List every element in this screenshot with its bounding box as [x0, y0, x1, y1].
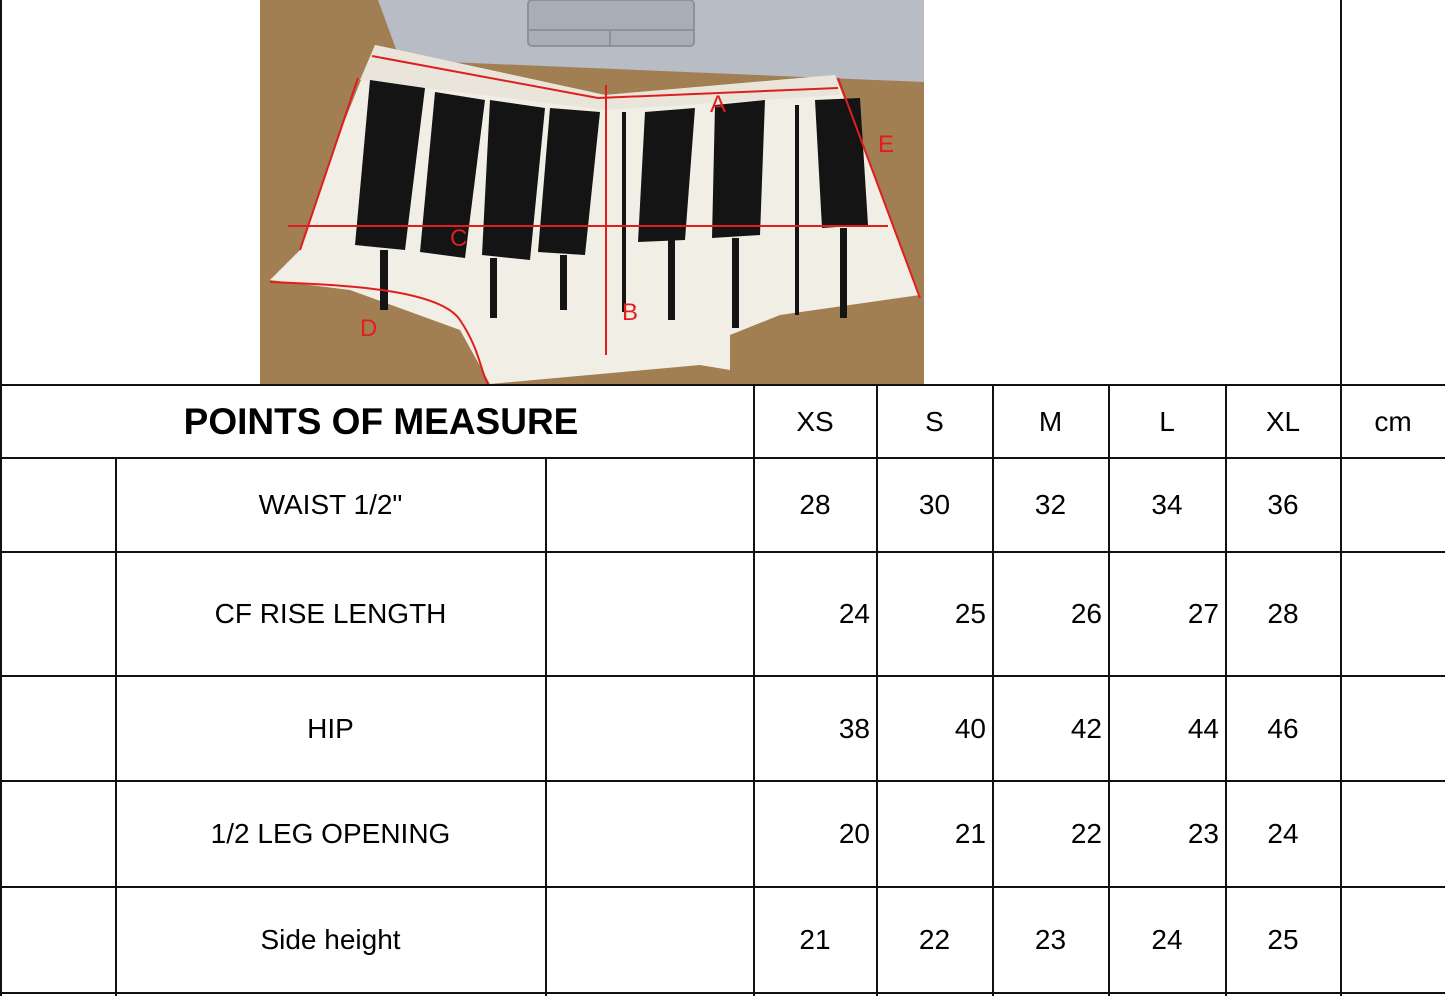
garment-photo — [260, 0, 924, 384]
size-header-xs: XS — [796, 405, 834, 437]
value-l: 24 — [1151, 924, 1183, 955]
row-label: WAIST 1/2" — [258, 489, 403, 520]
value-s: 30 — [918, 489, 951, 520]
value-m: 23 — [1034, 924, 1067, 955]
value-s: 21 — [954, 818, 986, 849]
marker-b: B — [622, 299, 639, 326]
value-m: 22 — [1070, 818, 1102, 849]
marker-e: E — [878, 131, 895, 158]
value-l: 44 — [1187, 712, 1219, 744]
unit-header: cm — [1374, 405, 1412, 437]
value-xs: 28 — [799, 489, 831, 520]
value-m: 26 — [1070, 598, 1102, 629]
value-xs: 38 — [838, 712, 870, 744]
row-label: HIP — [307, 712, 354, 744]
value-xl: 28 — [1267, 598, 1299, 629]
size-header-s: S — [925, 405, 944, 437]
size-header-xl: XL — [1265, 405, 1301, 437]
value-xl: 24 — [1267, 818, 1299, 849]
row-label: 1/2 LEG OPENING — [210, 818, 451, 849]
value-s: 25 — [954, 598, 986, 629]
value-l: 23 — [1187, 818, 1219, 849]
value-xs: 20 — [838, 818, 870, 849]
row-label: Side height — [260, 924, 401, 955]
value-m: 32 — [1034, 489, 1067, 520]
row-label: CF RISE LENGTH — [214, 598, 447, 629]
value-m: 42 — [1070, 712, 1102, 744]
value-xs: 21 — [799, 924, 831, 955]
size-header-m: M — [1038, 405, 1063, 437]
marker-c: C — [450, 225, 468, 252]
size-header-l: L — [1159, 405, 1175, 437]
table-title: POINTS OF MEASURE — [183, 400, 579, 442]
marker-a: A — [710, 91, 727, 118]
value-xl: 46 — [1267, 712, 1299, 744]
value-xl: 36 — [1267, 489, 1299, 520]
value-s: 22 — [918, 924, 951, 955]
value-xs: 24 — [838, 598, 870, 629]
marker-d: D — [360, 315, 378, 342]
value-l: 27 — [1187, 598, 1219, 629]
value-s: 40 — [954, 712, 986, 744]
value-xl: 25 — [1267, 924, 1299, 955]
value-l: 34 — [1151, 489, 1183, 520]
